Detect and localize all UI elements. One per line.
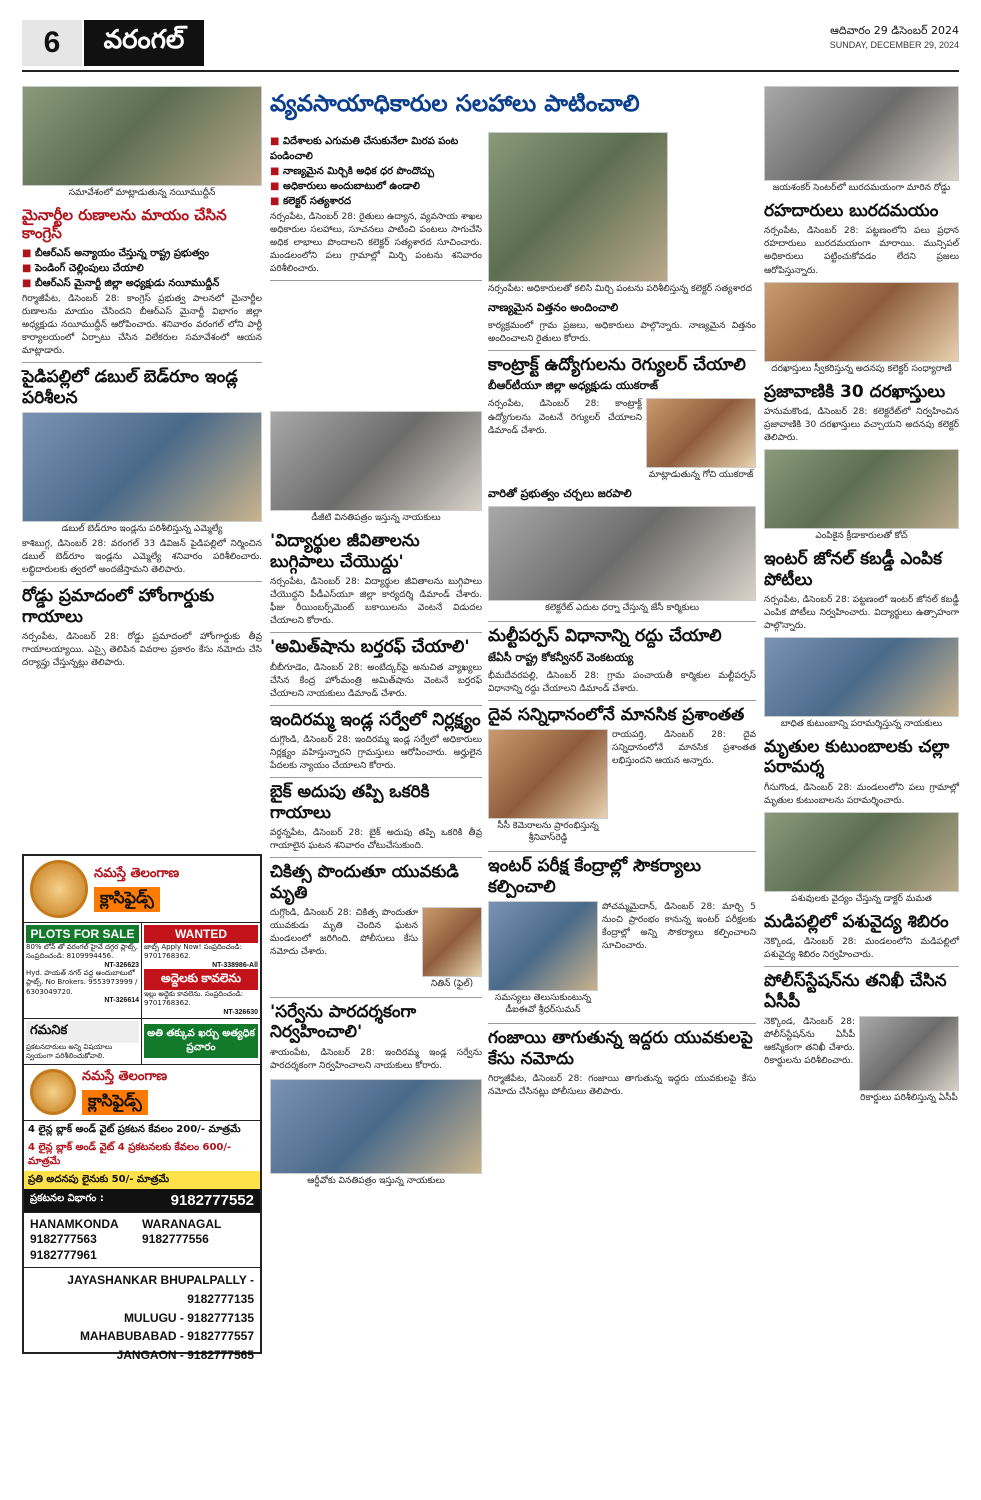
photo-caption: సమావేశంలో మాట్లాడుతున్న నయీముద్దీన్ (68, 188, 216, 198)
photo-caption: ఎంపికైన క్రీడాకారులతో కోచ్ (815, 531, 908, 542)
plots-heading: PLOTS FOR SALE (26, 925, 139, 943)
column-2 (270, 132, 482, 1484)
story-with-photo (488, 729, 756, 847)
story-headline: చికిత్స పొందుతూ యువకుడి మృతి (270, 862, 459, 903)
photo-double-bedroom (22, 412, 262, 522)
ad-department (24, 1189, 260, 1212)
story-body: నర్సంపేట, డిసెంబర్ 28: రోడ్డు ప్రమాదంలో హోంగార్డుకు తీవ్ర గాయాలయ్యాయి. ఎస్సై తెలిపిన వివరాల ప్రకారం కేసు నమోదు చేసి దర్యాప్తు చేస్తున్నట్లు తెలిపారు. (22, 631, 262, 669)
divider (270, 997, 482, 998)
ad-department-label: ప్రకటనల విభాగం : (30, 1192, 104, 1204)
story-subhead: జేఏసీ రాష్ట్ర కోకన్వీనర్ వెంకటయ్య (488, 650, 634, 664)
divider (270, 777, 482, 778)
classifieds-title: క్లాసిఫైడ్స్ (94, 887, 160, 912)
price-line-3: ప్రతి అదనపు లైనుకు 50/- మాత్రమే (24, 1171, 260, 1189)
divider (764, 966, 959, 967)
wanted-heading: WANTED (144, 925, 258, 943)
bullet-item: ■ అధికారులు అందుబాటులో ఉండాలి (270, 179, 482, 194)
district-line: MULUGU - 9182777135 (123, 1310, 254, 1325)
dateline (830, 24, 959, 50)
story-body: గిర్మాజీపేట, డిసెంబర్ 28: కాంగ్రెస్ ప్రభుత్వ పాలనలో మైనార్టీల రుణాలను మాయం చేసిందని బీఆర్ఎస్ మైనార్టీ విభాగం జిల్లా అధ్యక్షుడు నయీముద్దీన్ ఆరోపించారు. శనివారం వరంగల్ లోని పార్టీ కార్యాలయంలో ఏర్పాటు చేసిన విలేకరుల సమావేశంలో ఆయన మాట్లాడారు. (22, 294, 262, 357)
date-english: SUNDAY, DECEMBER 29, 2024 (829, 40, 959, 50)
promo-banner: అతి తక్కువ ఖర్చు అత్యధిక ప్రచారం (144, 1024, 258, 1058)
story-with-photo (270, 907, 482, 993)
story-bullets (22, 246, 262, 291)
photo-caption: పశువులకు వైద్యం చేస్తున్న డాక్టర్ మమత (791, 893, 932, 904)
goddess-logo-icon (30, 860, 88, 918)
promo-section (142, 1019, 260, 1064)
divider (488, 621, 756, 622)
story-body: గీసుగొండ, డిసెంబర్ 28: మండలంలోని పలు గ్రామాల్లో మృతుల కుటుంబాలను పరామర్శించారు. (764, 782, 959, 806)
district-line: JAYASHANKAR BHUPALPALLY - 9182777135 (67, 1273, 254, 1306)
photo-dharna (488, 506, 756, 601)
classifieds-advertisement (22, 854, 262, 1362)
story-body: నెక్కొండ, డిసెంబర్ 28: మండలంలోని మడిపల్లిలో పశువైద్య శిబిరం నిర్వహించారు. (764, 937, 959, 961)
divider (488, 1023, 756, 1024)
photo-veterinary-camp (764, 812, 959, 892)
photo-cctv-launch (488, 729, 608, 819)
story-body: హనుమకొండ, డిసెంబర్ 28: కలెక్టరేట్‌లో నిర్వహించిన ప్రజావాణికి 30 దరఖాస్తులు వచ్చాయని అదనపు కలెక్టర్ తెలిపారు. (764, 406, 959, 444)
lead-subhead: నాణ్యమైన విత్తనం అందించాలి (488, 301, 619, 314)
divider (488, 851, 756, 852)
story-headline: పోలీస్‌స్టేషన్‌ను తనిఖీ చేసిన ఏసీపీ (764, 971, 947, 1012)
notice-section (24, 1019, 142, 1064)
date-telugu: ఆదివారం 29 డిసెంబర్ 2024 (830, 24, 959, 37)
hanamkonda-contacts (30, 1217, 142, 1264)
divider (488, 350, 756, 351)
story-subhead: వారితో ప్రభుత్వం చర్చలు జరపాలి (488, 487, 632, 501)
photo-caption: జయశంకర్ సెంటర్‌లో బురదమయంగా మారిన రోడ్డు (772, 183, 951, 193)
portrait-block (422, 907, 482, 993)
photo-block (488, 901, 598, 1019)
photo-caption: దరఖాస్తులు స్వీకరిస్తున్న అదనపు కలెక్టర్ సంధ్యారాణి (771, 363, 952, 374)
story-headline: రహదారులు బురదమయం (764, 201, 939, 221)
photo-caption: డబుల్ బెడ్‌రూం ఇండ్లను పరిశీలిస్తున్న ఎమ్మెల్యే (61, 524, 223, 535)
photo-caption: డీజీటి వినతిపత్రం ఇస్తున్న నాయకులు (311, 513, 441, 524)
photo-kabaddi-players (764, 449, 959, 529)
photo-muddy-road (764, 86, 959, 181)
classifieds-row (24, 922, 260, 1018)
divider (270, 280, 482, 281)
divider (22, 362, 262, 363)
classifieds-header-2 (24, 1064, 260, 1120)
photo-exam-centre (488, 901, 598, 991)
wanted-section (142, 923, 260, 1018)
plots-text: 80% లోన్ తో వరంగల్ హైవే దగ్గర ప్లాట్స్. సంప్రదించండి: 8109994456. (26, 943, 138, 961)
phone-number: 9182777556 (142, 1232, 209, 1247)
city-phones (24, 1212, 260, 1268)
price-line-1: 4 లైన్ల బ్లాక్ అండ్ వైట్ ప్రకటన కేవలం 200/- మాత్రమే (24, 1120, 260, 1139)
story-body: కాశిబుగ్గ, డిసెంబర్ 28: వరంగల్ 33 డివిజన్ పైడిపల్లిలో నిర్మించిన డబుల్ బెడ్‌రూం ఇండ్లను ఎమ్మెల్యే శనివారం పరిశీలించారు. లబ్ధిదారులకు త్వరలో అందజేస్తామని తెలిపారు. (22, 539, 262, 576)
divider (270, 857, 482, 858)
story-body: రాయపర్తి, డిసెంబర్ 28: దైవ సన్నిధానంలోనే మానసిక ప్రశాంతత లభిస్తుందని ఆయన అన్నారు. (612, 730, 756, 767)
story-headline: ప్రజావాణికి 30 దరఖాస్తులు (764, 381, 946, 402)
divider (270, 705, 482, 706)
story-headline: రోడ్డు ప్రమాదంలో హోంగార్డుకు గాయాలు (22, 586, 215, 627)
portrait-photo (422, 907, 482, 977)
story-body: పోచమ్మమైదాన్, డిసెంబర్ 28: మార్చి 5 నుంచి ప్రారంభం కానున్న ఇంటర్ పరీక్షలకు కేంద్రాల్లో అన్ని సౌకర్యాలు కల్పించాలని సూచించారు. (602, 902, 756, 952)
story-body: గిర్మాజీపేట, డిసెంబర్ 28: గంజాయి తాగుతున్న ఇద్దరు యువకులపై కేసు నమోదు చేసినట్లు పోలీసులు తెలిపారు. (488, 1073, 756, 1097)
price-line-2: 4 లైన్ల బ్లాక్ అండ్ వైట్ 4 ప్రకటనలకు కేవలం 600/- మాత్రమే (28, 1141, 232, 1167)
ad-reference: NT-338986-All (212, 961, 258, 969)
story-headline: ఇందిరమ్మ ఇండ్ల సర్వేలో నిర్లక్ష్యం (270, 709, 481, 730)
lead-photo-caption: నర్సంపేట: అధికారులతో కలిసి మిర్చి పంటను పరిశీలిస్తున్న కలెక్టర్ సత్యశారద (488, 284, 752, 294)
bullet-item: ■ విదేశాలకు ఎగుమతి చేసుకునేలా మిరప పంట పండించాలి (270, 134, 482, 164)
portrait-block (646, 398, 756, 484)
lead-story-body: కార్యక్రమంలో గ్రామ ప్రజలు, అధికారులు పాల్గొన్నారు. నాణ్యమైన విత్తనం అందించాలని రైతులు కోరారు. (488, 321, 756, 345)
notice-text: ప్రకటనదారులు అన్ని విషయాలు స్వయంగా పరిశీలించుకోవాలి. (26, 1042, 113, 1061)
page-number: 6 (22, 20, 82, 66)
rent-text: ఇల్లు అద్దెకు కావలెను. సంప్రదించండి: 9701768362. (144, 989, 244, 1008)
story-body: నర్సంపేట, డిసెంబర్ 28: పట్టణంలోని పలు ప్రధాన రహదారులు బురదమయంగా మారాయి. మున్సిపల్ అధికారులు పట్టించుకోవడం లేదని ప్రజలు ఆరోపిస్తున్నారు. (764, 226, 959, 276)
wanted-text: జాబ్స్ Apply Now! సంప్రదించండి: 9701768362. (144, 943, 242, 961)
story-body: వర్ధన్నపేట, డిసెంబర్ 28: బైక్ అదుపు తప్పి ఒకరికి తీవ్ర గాయాలైన ఘటన శనివారం చోటుచేసుకుంది. (270, 828, 482, 852)
ad-reference: NT-326623 (104, 961, 139, 969)
photo-caption: రికార్డులు పరిశీలిస్తున్న ఏసీపీ (860, 1093, 958, 1104)
photo-block (859, 1016, 959, 1107)
plots-section (24, 923, 142, 1018)
story-with-photo (488, 398, 756, 484)
column-4 (764, 86, 959, 1484)
story-body: బీబీగూడెం, డిసెంబర్ 28: అంబేద్కర్‌పై అనుచిత వ్యాఖ్యలు చేసిన కేంద్ర హోంమంత్రి అమిత్‌షాను వెంటనే బర్తరఫ్ చేయాలని నాయకులు డిమాండ్ చేశారు. (270, 662, 482, 699)
photo-condolence (764, 637, 959, 717)
story-headline: మడిపల్లిలో పశువైద్య శిబిరం (764, 911, 949, 932)
story-headline: మైనార్టీల రుణాలను మాయం చేసిన కాంగ్రెస్ (22, 206, 227, 242)
classifieds-brand: నమస్తే తెలంగాణ (82, 1069, 168, 1085)
story-headline: కాంట్రాక్ట్ ఉద్యోగులను రెగ్యులర్ చేయాలి (488, 355, 746, 376)
story-headline: పైడిపల్లిలో డబుల్ బెడ్‌రూం ఇండ్ల పరిశీలన (22, 367, 238, 408)
lead-bullets (270, 134, 482, 209)
lead-photo-chilli-field (488, 132, 668, 282)
classifieds-brand: నమస్తే తెలంగాణ (94, 866, 180, 881)
bullet-item: ■ కలెక్టర్ సత్యశారద (270, 194, 482, 209)
story-headline: మృతుల కుటుంబాలకు చల్లా పరామర్శ (764, 737, 950, 778)
story-body: నెక్కొండ, డిసెంబర్ 28: పోలీస్‌స్టేషన్‌ను ఏసీపీ ఆకస్మికంగా తనిఖీ చేశారు. రికార్డులను పరిశీలించారు. (764, 1017, 855, 1067)
photo-police-station (859, 1016, 959, 1091)
story-headline: ఇంటర్ పరీక్ష కేంద్రాల్లో సౌకర్యాలు కల్పించాలి (488, 856, 701, 897)
ad-department-phone: 9182777552 (170, 1191, 254, 1209)
photo-block (488, 729, 608, 847)
photo-caption: కలెక్టరేట్ ఎదుట ధర్నా చేస్తున్న జేసీ కార్మికులు (545, 603, 699, 614)
divider (22, 581, 262, 582)
column-1 (22, 86, 262, 846)
story-with-photo (488, 901, 756, 1019)
story-headline: 'విద్యార్థుల జీవితాలను బుగ్గిపాలు చేయొద్దు' (270, 531, 420, 572)
bullet-item: ■ బీఆర్ఎస్ అన్యాయం చేస్తున్న రాష్ట్ర ప్రభుత్వం (22, 246, 262, 261)
bullet-item: ■ బీఆర్ఎస్ మైనార్టీ జిల్లా అధ్యక్షుడు నయీముద్దీన్ (22, 276, 262, 291)
story-with-photo (764, 1016, 959, 1107)
bullet-item: ■ పెండింగ్ చెల్లింపులు చేయాలి (22, 261, 262, 276)
photo-rdo-memorandum (270, 1079, 482, 1174)
district-line: MAHABUBABAD - 9182777557 (79, 1329, 254, 1344)
bullet-item: ■ నాణ్యమైన మిర్చికి అధిక ధర పొందొచ్చు (270, 164, 482, 179)
photo-memorandum (270, 411, 482, 511)
ad-reference: NT-326630 (223, 1008, 258, 1016)
story-body: దుగ్గొండి, డిసెంబర్ 28: చికిత్స పొందుతూ యువకుడు మృతి చెందిన ఘటన మండలంలో జరిగింది. పోలీసులు కేసు నమోదు చేశారు. (270, 907, 418, 958)
phone-number: 9182777563 (30, 1232, 97, 1247)
rent-heading: అద్దెలకు కావలెను (144, 969, 258, 990)
story-headline: దైవ సన్నిధానంలోనే మానసిక ప్రశాంతత (488, 704, 745, 725)
city-label: WARANAGAL (142, 1216, 222, 1231)
goddess-logo-icon (30, 1069, 76, 1115)
story-headline: గంజాయి తాగుతున్న ఇద్దరు యువకులపై కేసు నమోదు (488, 1028, 753, 1069)
city-label: HANAMKONDA (30, 1216, 119, 1231)
story-headline: 'అమిత్‌షాను బర్తరఫ్ చేయాలి' (270, 637, 470, 658)
notice-heading: గమనిక (26, 1021, 139, 1043)
photo-caption: నితిన్ (ఫైల్) (430, 978, 474, 989)
story-body: భీమదేవరపల్లి, డిసెంబర్ 28: గ్రామ పంచాయతీ కార్మికుల మల్టీపర్పస్ విధానాన్ని రద్దు చేయాలని డిమాండ్ చేశారు. (488, 670, 756, 694)
district-line: JANGAON - 9182777565 (116, 1347, 254, 1362)
story-headline: బైక్ అదుపు తప్పి ఒకరికి గాయాలు (270, 782, 430, 823)
lead-story-body: నర్సంపేట, డిసెంబర్ 28: రైతులు ఉద్యాన, వ్యవసాయ శాఖల అధికారుల సలహాలు, సూచనలు పాటించి పంటలు సాగుచేసి అధిక లాభాలు పొందాలని కలెక్టర్ సత్యశారద సూచించారు. మండలంలోని పలు గ్రామాల్లో మిర్చి పంటను శనివారం పరిశీలించారు. (270, 212, 482, 275)
photo-caption: సమస్యలు తెలుసుకుంటున్న డీఐఈవో శ్రీధర్‌సుమన్ (495, 993, 591, 1016)
warangal-contacts (142, 1217, 254, 1264)
story-body: నర్సంపేట, డిసెంబర్ 28: పట్టణంలో ఇంటర్ జోనల్ కబడ్డీ ఎంపిక పోటీలు నిర్వహించారు. విద్యార్థులు ఉత్సాహంగా పాల్గొన్నారు. (764, 594, 959, 631)
photo-caption: మాట్లాడుతున్న గోచి యుకరాజ్ (648, 470, 754, 481)
story-headline: ఇంటర్ జోనల్ కబడ్డీ ఎంపిక పోటీలు (764, 549, 943, 590)
photo-caption: ఆర్డీవోకు వినతిపత్రం ఇస్తున్న నాయకులు (307, 1175, 445, 1186)
ad-reference: NT-326614 (104, 997, 139, 1005)
divider (488, 700, 756, 701)
story-body: దుగ్గొండి, డిసెంబర్ 28: ఇందిరమ్మ ఇండ్ల సర్వేలో అధికారులు నిర్లక్ష్యం వహిస్తున్నారని గ్రామస్తులు ఆరోపించారు. అర్హులైన పేదలకు న్యాయం చేయాలని కోరారు. (270, 735, 482, 772)
hyd-text: Hyd. హయత్ నగర్ వద్ద అందుబాటులో ప్లాట్స్. No Brokers. 9553973999 / 6303049720. (26, 968, 138, 996)
story-body: నర్సంపేట, డిసెంబర్ 28: కాంట్రాక్ట్ ఉద్యోగులను వెంటనే రెగ్యులర్ చేయాలని డిమాండ్ చేశారు. (488, 399, 642, 436)
lead-banner-headline: వ్యవసాయాధికారుల సలహాలు పాటించాలి (270, 91, 640, 117)
classifieds-title: క్లాసిఫైడ్స్ (82, 1090, 148, 1115)
photo-caption: బాధిత కుటుంబాన్ని పరామర్శిస్తున్న నాయకులు (780, 719, 943, 730)
photo-caption: సీసీ కెమెరాలను ప్రారంభిస్తున్న శ్రీనివాస్‌రెడ్డి (497, 821, 599, 844)
edition-title: వరంగల్ (84, 20, 204, 66)
story-headline: మల్టీపర్పస్ విధానాన్ని రద్దు చేయాలి (488, 626, 722, 647)
photo-minority-meeting (22, 86, 262, 186)
story-headline: 'సర్వేను పారదర్శకంగా నిర్వహించాలి' (270, 1001, 417, 1043)
classifieds-header (24, 856, 260, 922)
divider (270, 632, 482, 633)
story-body: శాయంపేట, డిసెంబర్ 28: ఇందిరమ్మ ఇండ్ల సర్వేను పారదర్శకంగా నిర్వహించాలని నాయకులు కోరారు. (270, 1047, 482, 1071)
masthead (22, 20, 959, 72)
column-3 (488, 132, 756, 1484)
notice-row (24, 1018, 260, 1064)
story-body: నర్సంపేట, డిసెంబర్ 28: విద్యార్థుల జీవితాలను బుగ్గిపాలు చేయొద్దని పీడీఎస్‌యూ జిల్లా కార్యదర్శి డిమాండ్ చేశారు. ఫీజు రీయింబర్స్‌మెంట్ బకాయిలను వెంటనే విడుదల చేయాలని కోరారు. (270, 577, 482, 627)
phone-number: 9182777961 (30, 1247, 97, 1262)
story-subhead: బీఆర్‌టీయూ జిల్లా అధ్యక్షుడు యుకరాజ్ (488, 379, 658, 393)
district-contacts (24, 1267, 260, 1367)
photo-prajavani (764, 282, 959, 362)
portrait-photo (646, 398, 756, 468)
